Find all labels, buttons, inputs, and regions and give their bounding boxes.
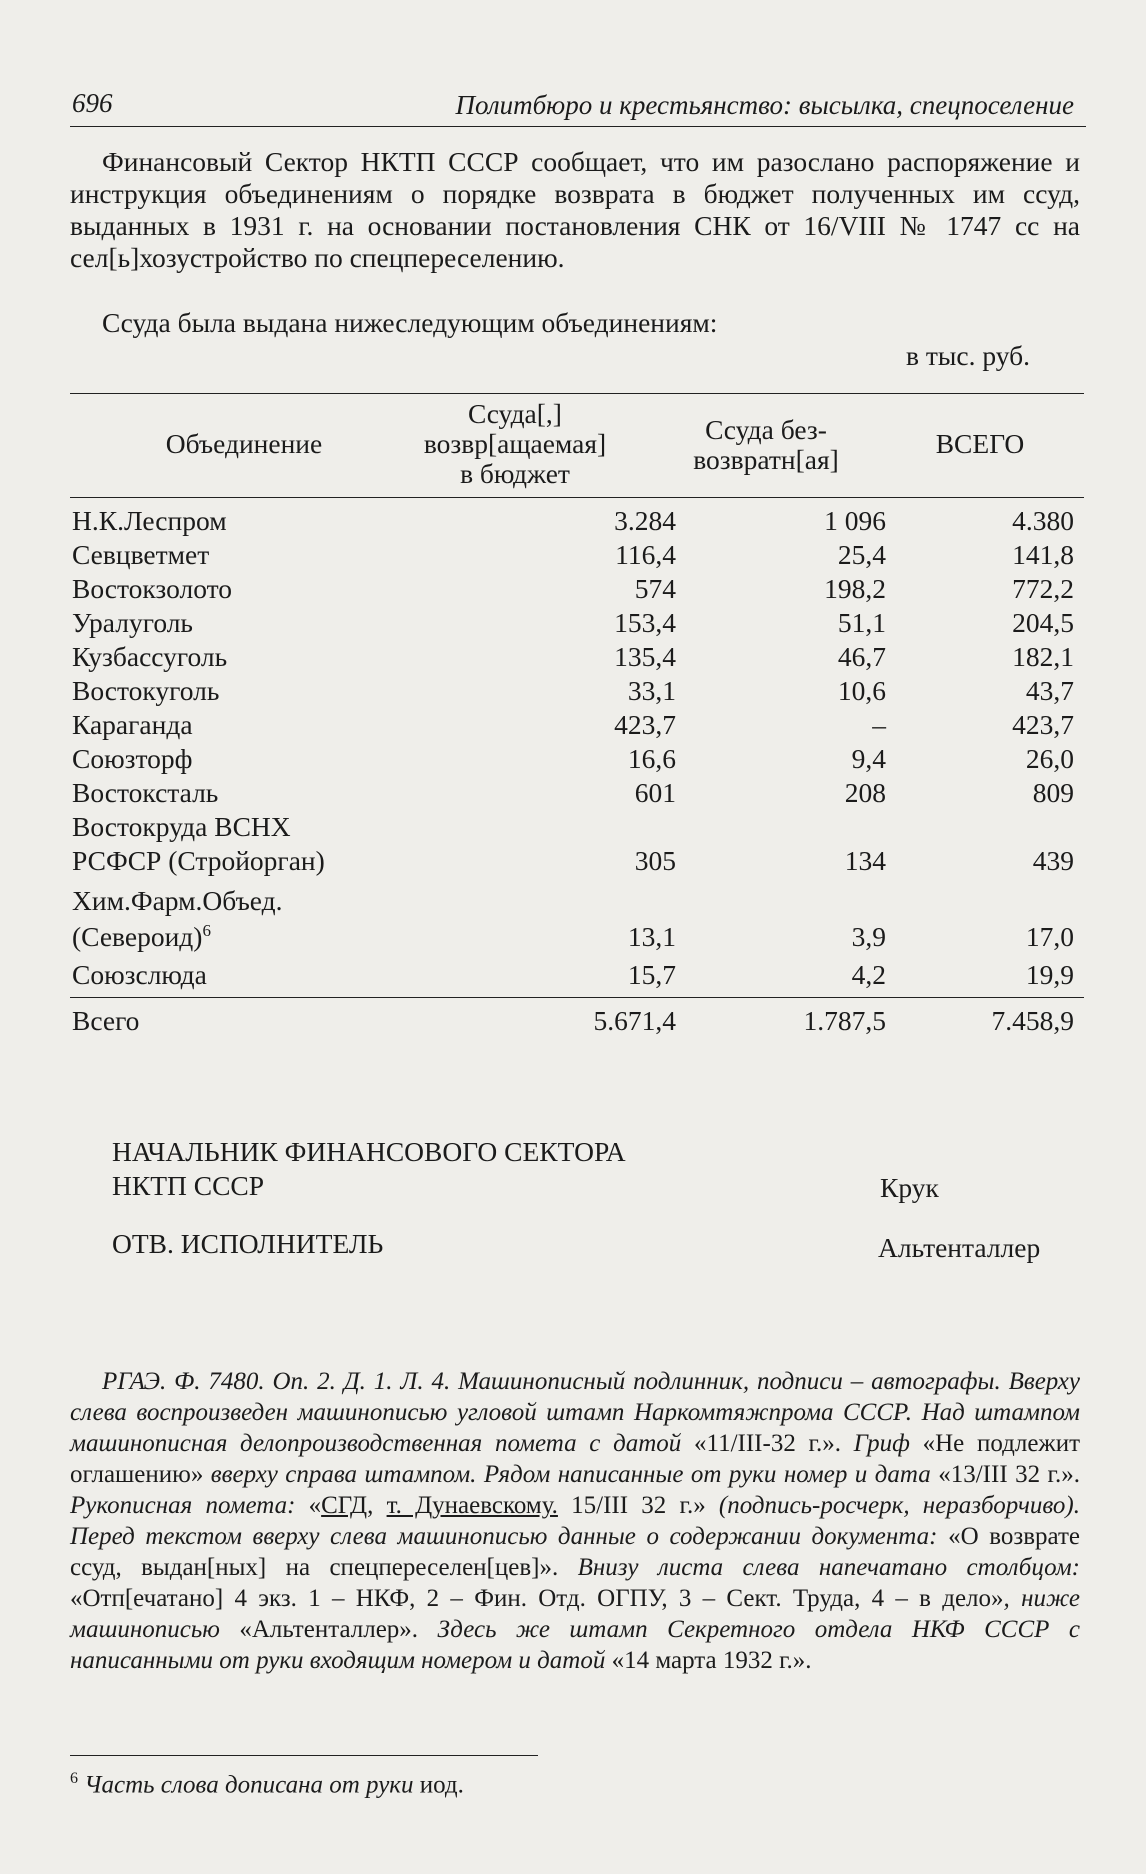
archive-quote-underlined: СГД [321,1492,368,1519]
row-nonreturnable: 134 [844,845,886,876]
archive-quote-underlined: т. Дунаевскому. [386,1492,558,1519]
row-returnable: 153,4 [614,607,676,638]
archive-quote: «О возврате ссуд, выдан[ных] на спецпереселен[цев]». [70,1523,1080,1581]
row-name-line2-text: (Североид) [72,921,203,953]
footnote-number: 6 [70,1770,78,1787]
row-name: Союзторф [72,743,193,774]
table-row [70,709,1084,743]
executor-title: ОТВ. ИСПОЛНИТЕЛЬ [112,1228,384,1259]
row-nonreturnable: 4,2 [851,959,886,990]
row-total: 43,7 [1025,675,1074,706]
row-nonreturnable: 3,9 [851,921,886,952]
row-nonreturnable: 1.787,5 [803,1005,886,1036]
executor-name: Альтенталлер [878,1232,1041,1263]
header-organization: Объединение [165,428,323,459]
table-row [70,811,1084,879]
header-nonreturnable-line1: Ссуда без- [705,414,827,445]
header-nonreturnable-line2: возвратн[ая] [693,444,839,475]
row-total: 772,2 [1012,573,1074,604]
row-total: 204,5 [1012,607,1074,638]
table-row [70,641,1084,675]
row-name: Кузбассуголь [72,641,228,672]
document-paragraph: Финансовый Сектор НКТП СССР сообщает, что им разослано распоряжение и инструкция объединениям о порядке возврата в бюджет полученных им ссуд, выданных в 1931 г. на основании постановления СНК от 16/VIII № 1747 сс на сел[ь]хозустройство по спецпереселению. [70,146,1080,273]
row-total: 7.458,9 [991,1005,1074,1036]
row-name-line1: Востокруда ВСНХ [72,811,291,842]
table-row [70,885,1084,957]
footnote-rule [70,1755,538,1756]
footnote [70,1770,464,1799]
table-row [70,607,1084,641]
row-returnable: 423,7 [614,709,676,740]
row-returnable: 15,7 [627,959,676,990]
row-total: 141,8 [1012,539,1074,570]
row-total: 809 [1032,777,1074,808]
row-name-line2 [72,921,211,953]
row-total: 17,0 [1025,921,1074,952]
row-returnable: 305 [634,845,676,876]
row-name: Всего [72,1005,140,1036]
row-returnable: 33,1 [627,675,676,706]
row-returnable: 16,6 [627,743,676,774]
archive-quote: «Не подлежит оглашению» [70,1430,1080,1488]
archive-text: (подпись-росчерк, неразборчиво). Перед текстом вверху слева машинописью данные о содержании документа: [70,1492,1080,1550]
row-returnable: 5.671,4 [593,1005,676,1036]
archive-quote: , [367,1492,387,1519]
row-returnable: 574 [634,573,676,604]
row-nonreturnable: 208 [844,777,886,808]
footnote-tail: иод. [419,1771,464,1799]
archive-text: Здесь же штамп Секретного отдела НКФ СССР с написанными от руки входящим номером и датой [70,1616,1080,1674]
table-row [70,539,1084,573]
archive-quote: «Альтенталлер». [239,1616,419,1643]
loan-intro: Ссуда была выдана нижеследующим объединениям: [102,307,718,338]
units-label: в тыс. руб. [906,340,1030,371]
page-number: 696 [72,88,113,118]
row-name: Востокзолото [72,573,232,604]
chief-name: Крук [880,1172,939,1203]
chief-title-line2: НКТП СССР [112,1170,265,1201]
row-nonreturnable: 198,2 [824,573,886,604]
row-name: Уралуголь [72,607,193,638]
row-total: 26,0 [1025,743,1074,774]
footnote-mark[interactable]: 6 [202,921,211,940]
row-name: Севцветмет [72,539,210,570]
table-row [70,959,1084,993]
header-returnable [380,399,650,489]
row-name: Караганда [72,709,193,740]
row-total: 182,1 [1012,641,1074,672]
archive-text: вверху справа штампом. Рядом написанные от руки номер и дата [203,1461,939,1488]
row-nonreturnable: 25,4 [837,539,886,570]
row-returnable: 3.284 [614,505,676,536]
archive-quote: «Отп[ечатано] 4 экз. 1 – НКФ, 2 – Фин. Отд. ОГПУ, 3 – Сект. Труда, 4 – в дело» [70,1585,1004,1612]
archive-text: РГАЭ. Ф. 7480. Оп. 2. Д. 1. Л. 4. Машинописный подлинник, подписи – автографы. Вверху слева воспроизведен машинописью угловой штамп Наркомтяжпрома СССР. Над штампом машинописная делопроизводственная помета с датой [70,1368,1080,1457]
archive-quote: « [308,1492,322,1519]
row-name: Н.К.Леспром [72,505,227,536]
row-nonreturnable: 9,4 [851,743,886,774]
table-row [70,743,1084,777]
chief-title-line1: НАЧАЛЬНИК ФИНАНСОВОГО СЕКТОРА [112,1136,626,1167]
row-nonreturnable: 10,6 [837,675,886,706]
row-total: 4.380 [1012,505,1074,536]
archive-text: Рукописная помета: [70,1492,309,1519]
row-nonreturnable: – [872,709,886,740]
running-title: Политбюро и крестьянство: высылка, спецпоселение [455,90,1074,120]
archive-text: , ниже машинописью [70,1585,1080,1643]
table-total-row [70,1005,1084,1039]
row-name: Союзслюда [72,959,207,990]
archive-text: Гриф [840,1430,923,1457]
archive-text: Внизу листа слева напечатано столбцом: [558,1554,1080,1581]
row-returnable: 116,4 [615,539,676,570]
header-total: ВСЕГО [935,428,1025,459]
row-name-line1: Хим.Фарм.Объед. [72,885,283,916]
row-nonreturnable: 46,7 [837,641,886,672]
row-name: Востокуголь [72,675,220,706]
table-row [70,505,1084,539]
archive-quote: «14 марта 1932 г.». [611,1647,812,1674]
row-total: 439 [1032,845,1074,876]
table-total-rule [70,997,1084,998]
table-row [70,675,1084,709]
row-returnable: 13,1 [627,921,676,952]
table-top-rule [70,393,1084,394]
archive-quote: 15/III 32 г.» [557,1492,706,1519]
footnote-text: Часть слова дописана от руки [78,1771,420,1799]
row-name: Востоксталь [72,777,219,808]
header-nonreturnable [656,415,876,475]
row-returnable: 135,4 [614,641,676,672]
archive-quote: «13/III 32 г.». [938,1461,1080,1488]
row-total: 19,9 [1025,959,1074,990]
running-header [70,86,1086,127]
table-row [70,573,1084,607]
header-returnable-line1: Ссуда[,] [468,398,562,429]
archive-note [70,1366,1080,1676]
row-nonreturnable: 1 096 [824,505,886,536]
row-returnable: 601 [634,777,676,808]
row-total: 423,7 [1012,709,1074,740]
archive-quote: «11/III-32 г.». [694,1430,841,1457]
header-returnable-line2: возвр[ащаемая] [423,428,607,459]
header-returnable-line3: в бюджет [460,458,570,489]
row-nonreturnable: 51,1 [837,607,886,638]
table-header-rule [70,497,1084,498]
table-row [70,777,1084,811]
row-name-line2: РСФСР (Стройорган) [72,845,325,876]
